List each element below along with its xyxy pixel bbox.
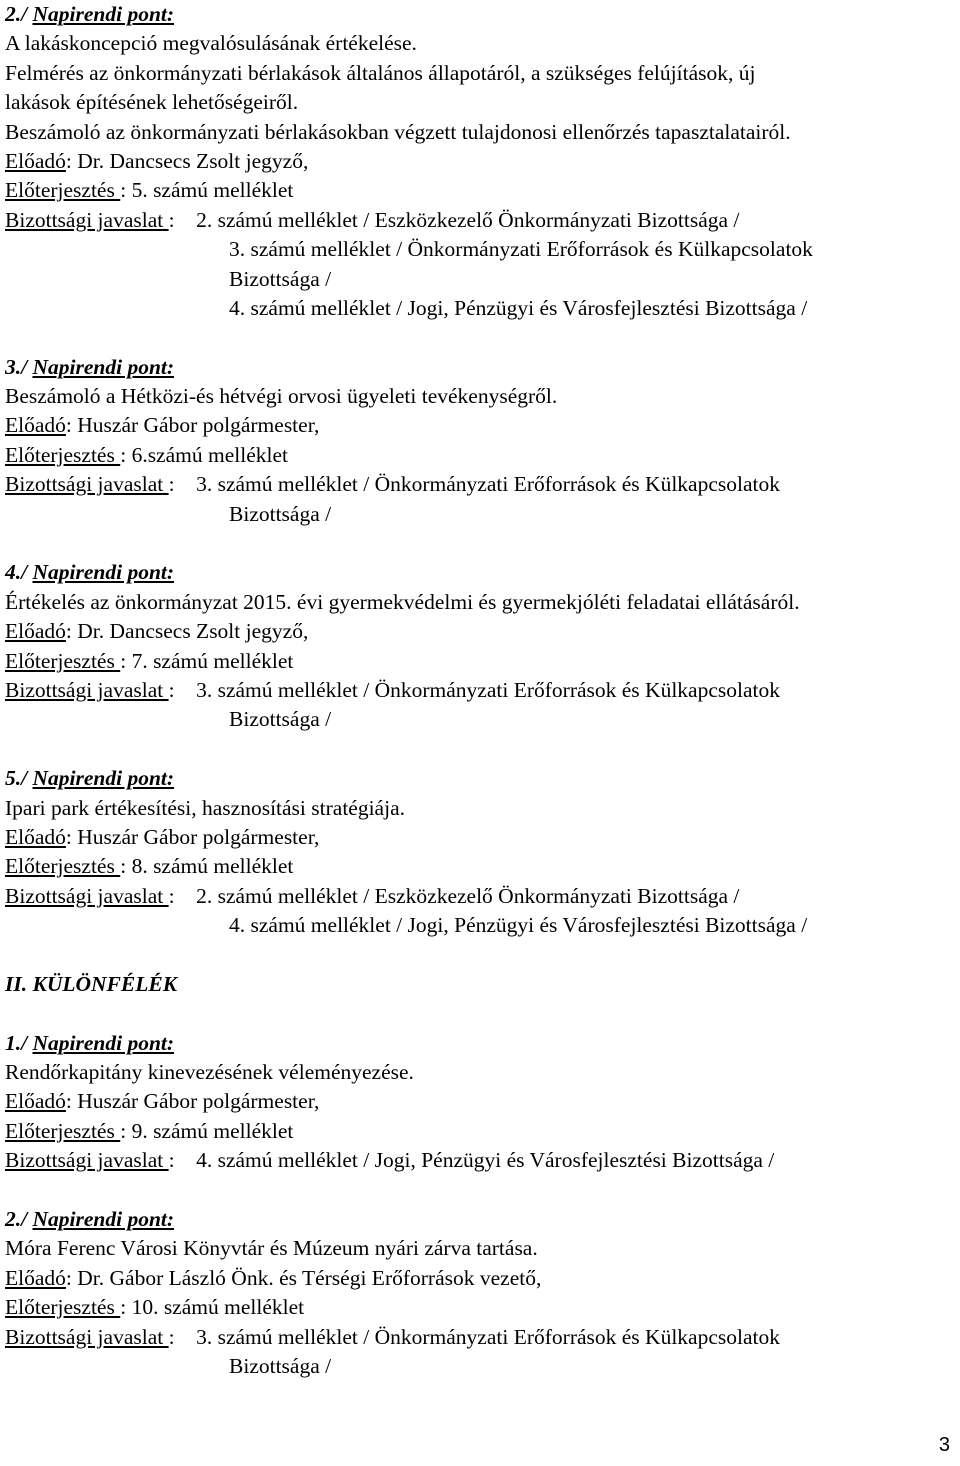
proposal-line bbox=[5, 647, 955, 676]
agenda-number: 4./ bbox=[5, 560, 28, 585]
committee-line bbox=[5, 470, 955, 499]
committee-value-line: Bizottsága / bbox=[229, 501, 332, 526]
proposal-value: : 9. számú melléklet bbox=[120, 1118, 294, 1143]
agenda-item bbox=[5, 764, 955, 970]
agenda-description-line: lakások építésének lehetőségeiről. bbox=[5, 90, 299, 115]
spacer bbox=[5, 1176, 955, 1205]
agenda-item bbox=[5, 0, 955, 353]
presenter-line bbox=[5, 147, 955, 176]
agenda-description-line: Felmérés az önkormányzati bérlakások általános állapotáról, a szükséges felújítások, új bbox=[5, 60, 756, 85]
presenter-label: Előadó bbox=[5, 1265, 66, 1290]
proposal-line bbox=[5, 176, 955, 205]
agenda-number: 1./ bbox=[5, 1030, 28, 1055]
proposal-label: Előterjesztés bbox=[5, 1118, 121, 1143]
agenda-section-2 bbox=[5, 1029, 955, 1411]
page-number: 3 bbox=[938, 1434, 950, 1456]
spacer bbox=[5, 941, 955, 970]
committee-value-line: 4. számú melléklet / Jogi, Pénzügyi és Városfejlesztési Bizottsága / bbox=[229, 913, 808, 938]
committee-line bbox=[5, 1146, 955, 1175]
agenda-description-line: Beszámoló a Hétközi-és hétvégi orvosi ügyeleti tevékenységről. bbox=[5, 384, 558, 409]
proposal-label: Előterjesztés bbox=[5, 854, 121, 879]
agenda-number: 5./ bbox=[5, 766, 28, 791]
presenter-line bbox=[5, 411, 955, 440]
presenter-line bbox=[5, 1264, 955, 1293]
agenda-number: 3./ bbox=[5, 354, 28, 379]
spacer bbox=[5, 999, 955, 1028]
presenter-label: Előadó bbox=[5, 824, 66, 849]
committee-value-line: Bizottsága / bbox=[229, 266, 332, 291]
agenda-heading-text: Napirendi pont: bbox=[32, 766, 175, 791]
proposal-value: : 7. számú melléklet bbox=[120, 648, 294, 673]
agenda-heading bbox=[5, 764, 955, 793]
agenda-heading-text: Napirendi pont: bbox=[32, 1030, 175, 1055]
presenter-value: : Dr. Gábor László Önk. és Térségi Erőforrások vezető, bbox=[65, 1265, 542, 1290]
presenter-value: : Huszár Gábor polgármester, bbox=[65, 413, 320, 438]
agenda-heading bbox=[5, 558, 955, 587]
agenda-heading bbox=[5, 0, 955, 29]
agenda-section-1 bbox=[5, 0, 955, 970]
committee-label: Bizottsági javaslat bbox=[5, 207, 169, 232]
agenda-heading bbox=[5, 1029, 955, 1058]
agenda-item bbox=[5, 353, 955, 559]
agenda-item bbox=[5, 558, 955, 764]
spacer bbox=[5, 735, 955, 764]
document-page bbox=[5, 0, 955, 1411]
agenda-heading-text: Napirendi pont: bbox=[32, 354, 175, 379]
agenda-description-line: Rendőrkapitány kinevezésének véleményezése. bbox=[5, 1060, 414, 1085]
presenter-label: Előadó bbox=[5, 413, 66, 438]
presenter-label: Előadó bbox=[5, 619, 66, 644]
committee-value: : 4. számú melléklet / Jogi, Pénzügyi és Városfejlesztési Bizottsága / bbox=[168, 1148, 775, 1173]
proposal-value: : 6.számú melléklet bbox=[120, 442, 288, 467]
committee-label: Bizottsági javaslat bbox=[5, 472, 169, 497]
agenda-heading-text: Napirendi pont: bbox=[32, 1207, 175, 1232]
presenter-line bbox=[5, 1087, 955, 1116]
agenda-item bbox=[5, 1029, 955, 1205]
committee-value: : 2. számú melléklet / Eszközkezelő Önkormányzati Bizottsága / bbox=[168, 883, 740, 908]
presenter-value: : Huszár Gábor polgármester, bbox=[65, 824, 320, 849]
agenda-heading bbox=[5, 1205, 955, 1234]
proposal-value: : 5. számú melléklet bbox=[120, 178, 294, 203]
proposal-label: Előterjesztés bbox=[5, 442, 121, 467]
agenda-heading-text: Napirendi pont: bbox=[32, 560, 175, 585]
spacer bbox=[5, 323, 955, 352]
presenter-value: : Dr. Dancsecs Zsolt jegyző, bbox=[65, 619, 309, 644]
proposal-value: : 10. számú melléklet bbox=[120, 1295, 305, 1320]
committee-line bbox=[5, 206, 955, 235]
committee-line bbox=[5, 676, 955, 705]
committee-value: : 2. számú melléklet / Eszközkezelő Önkormányzati Bizottsága / bbox=[168, 207, 740, 232]
agenda-number: 2./ bbox=[5, 1207, 28, 1232]
proposal-label: Előterjesztés bbox=[5, 648, 121, 673]
proposal-line bbox=[5, 1293, 955, 1322]
section-title: II. KÜLÖNFÉLÉK bbox=[5, 971, 178, 996]
committee-value: : 3. számú melléklet / Önkormányzati Erőforrások és Külkapcsolatok bbox=[168, 1324, 780, 1349]
presenter-label: Előadó bbox=[5, 148, 66, 173]
agenda-description-line: Móra Ferenc Városi Könyvtár és Múzeum nyári zárva tartása. bbox=[5, 1236, 538, 1261]
proposal-line bbox=[5, 441, 955, 470]
agenda-description-line: Ipari park értékesítési, hasznosítási stratégiája. bbox=[5, 795, 405, 820]
presenter-line bbox=[5, 617, 955, 646]
proposal-label: Előterjesztés bbox=[5, 178, 121, 203]
presenter-line bbox=[5, 823, 955, 852]
agenda-heading-text: Napirendi pont: bbox=[32, 2, 175, 26]
committee-value: : 3. számú melléklet / Önkormányzati Erőforrások és Külkapcsolatok bbox=[168, 472, 780, 497]
presenter-label: Előadó bbox=[5, 1089, 66, 1114]
agenda-description-line: A lakáskoncepció megvalósulásának értékelése. bbox=[5, 31, 417, 56]
committee-label: Bizottsági javaslat bbox=[5, 677, 169, 702]
committee-value-line: Bizottsága / bbox=[229, 1353, 332, 1378]
committee-value-line: Bizottsága / bbox=[229, 707, 332, 732]
committee-label: Bizottsági javaslat bbox=[5, 1324, 169, 1349]
committee-line bbox=[5, 1323, 955, 1352]
committee-line bbox=[5, 882, 955, 911]
presenter-value: : Huszár Gábor polgármester, bbox=[65, 1089, 320, 1114]
agenda-description-line: Értékelés az önkormányzat 2015. évi gyermekvédelmi és gyermekjóléti feladatai ellátásáról. bbox=[5, 589, 800, 614]
committee-value-line: 3. számú melléklet / Önkormányzati Erőforrások és Külkapcsolatok bbox=[229, 237, 813, 262]
committee-label: Bizottsági javaslat bbox=[5, 883, 169, 908]
spacer bbox=[5, 529, 955, 558]
committee-label: Bizottsági javaslat bbox=[5, 1148, 169, 1173]
spacer bbox=[5, 1381, 955, 1410]
proposal-value: : 8. számú melléklet bbox=[120, 854, 294, 879]
agenda-description-line: Beszámoló az önkormányzati bérlakásokban végzett tulajdonosi ellenőrzés tapasztalatairól. bbox=[5, 119, 791, 144]
agenda-number: 2./ bbox=[5, 2, 28, 26]
proposal-label: Előterjesztés bbox=[5, 1295, 121, 1320]
agenda-heading bbox=[5, 353, 955, 382]
proposal-line bbox=[5, 852, 955, 881]
committee-value-line: 4. számú melléklet / Jogi, Pénzügyi és Városfejlesztési Bizottsága / bbox=[229, 295, 808, 320]
agenda-item bbox=[5, 1205, 955, 1411]
proposal-line bbox=[5, 1117, 955, 1146]
presenter-value: : Dr. Dancsecs Zsolt jegyző, bbox=[65, 148, 309, 173]
committee-value: : 3. számú melléklet / Önkormányzati Erőforrások és Külkapcsolatok bbox=[168, 677, 780, 702]
